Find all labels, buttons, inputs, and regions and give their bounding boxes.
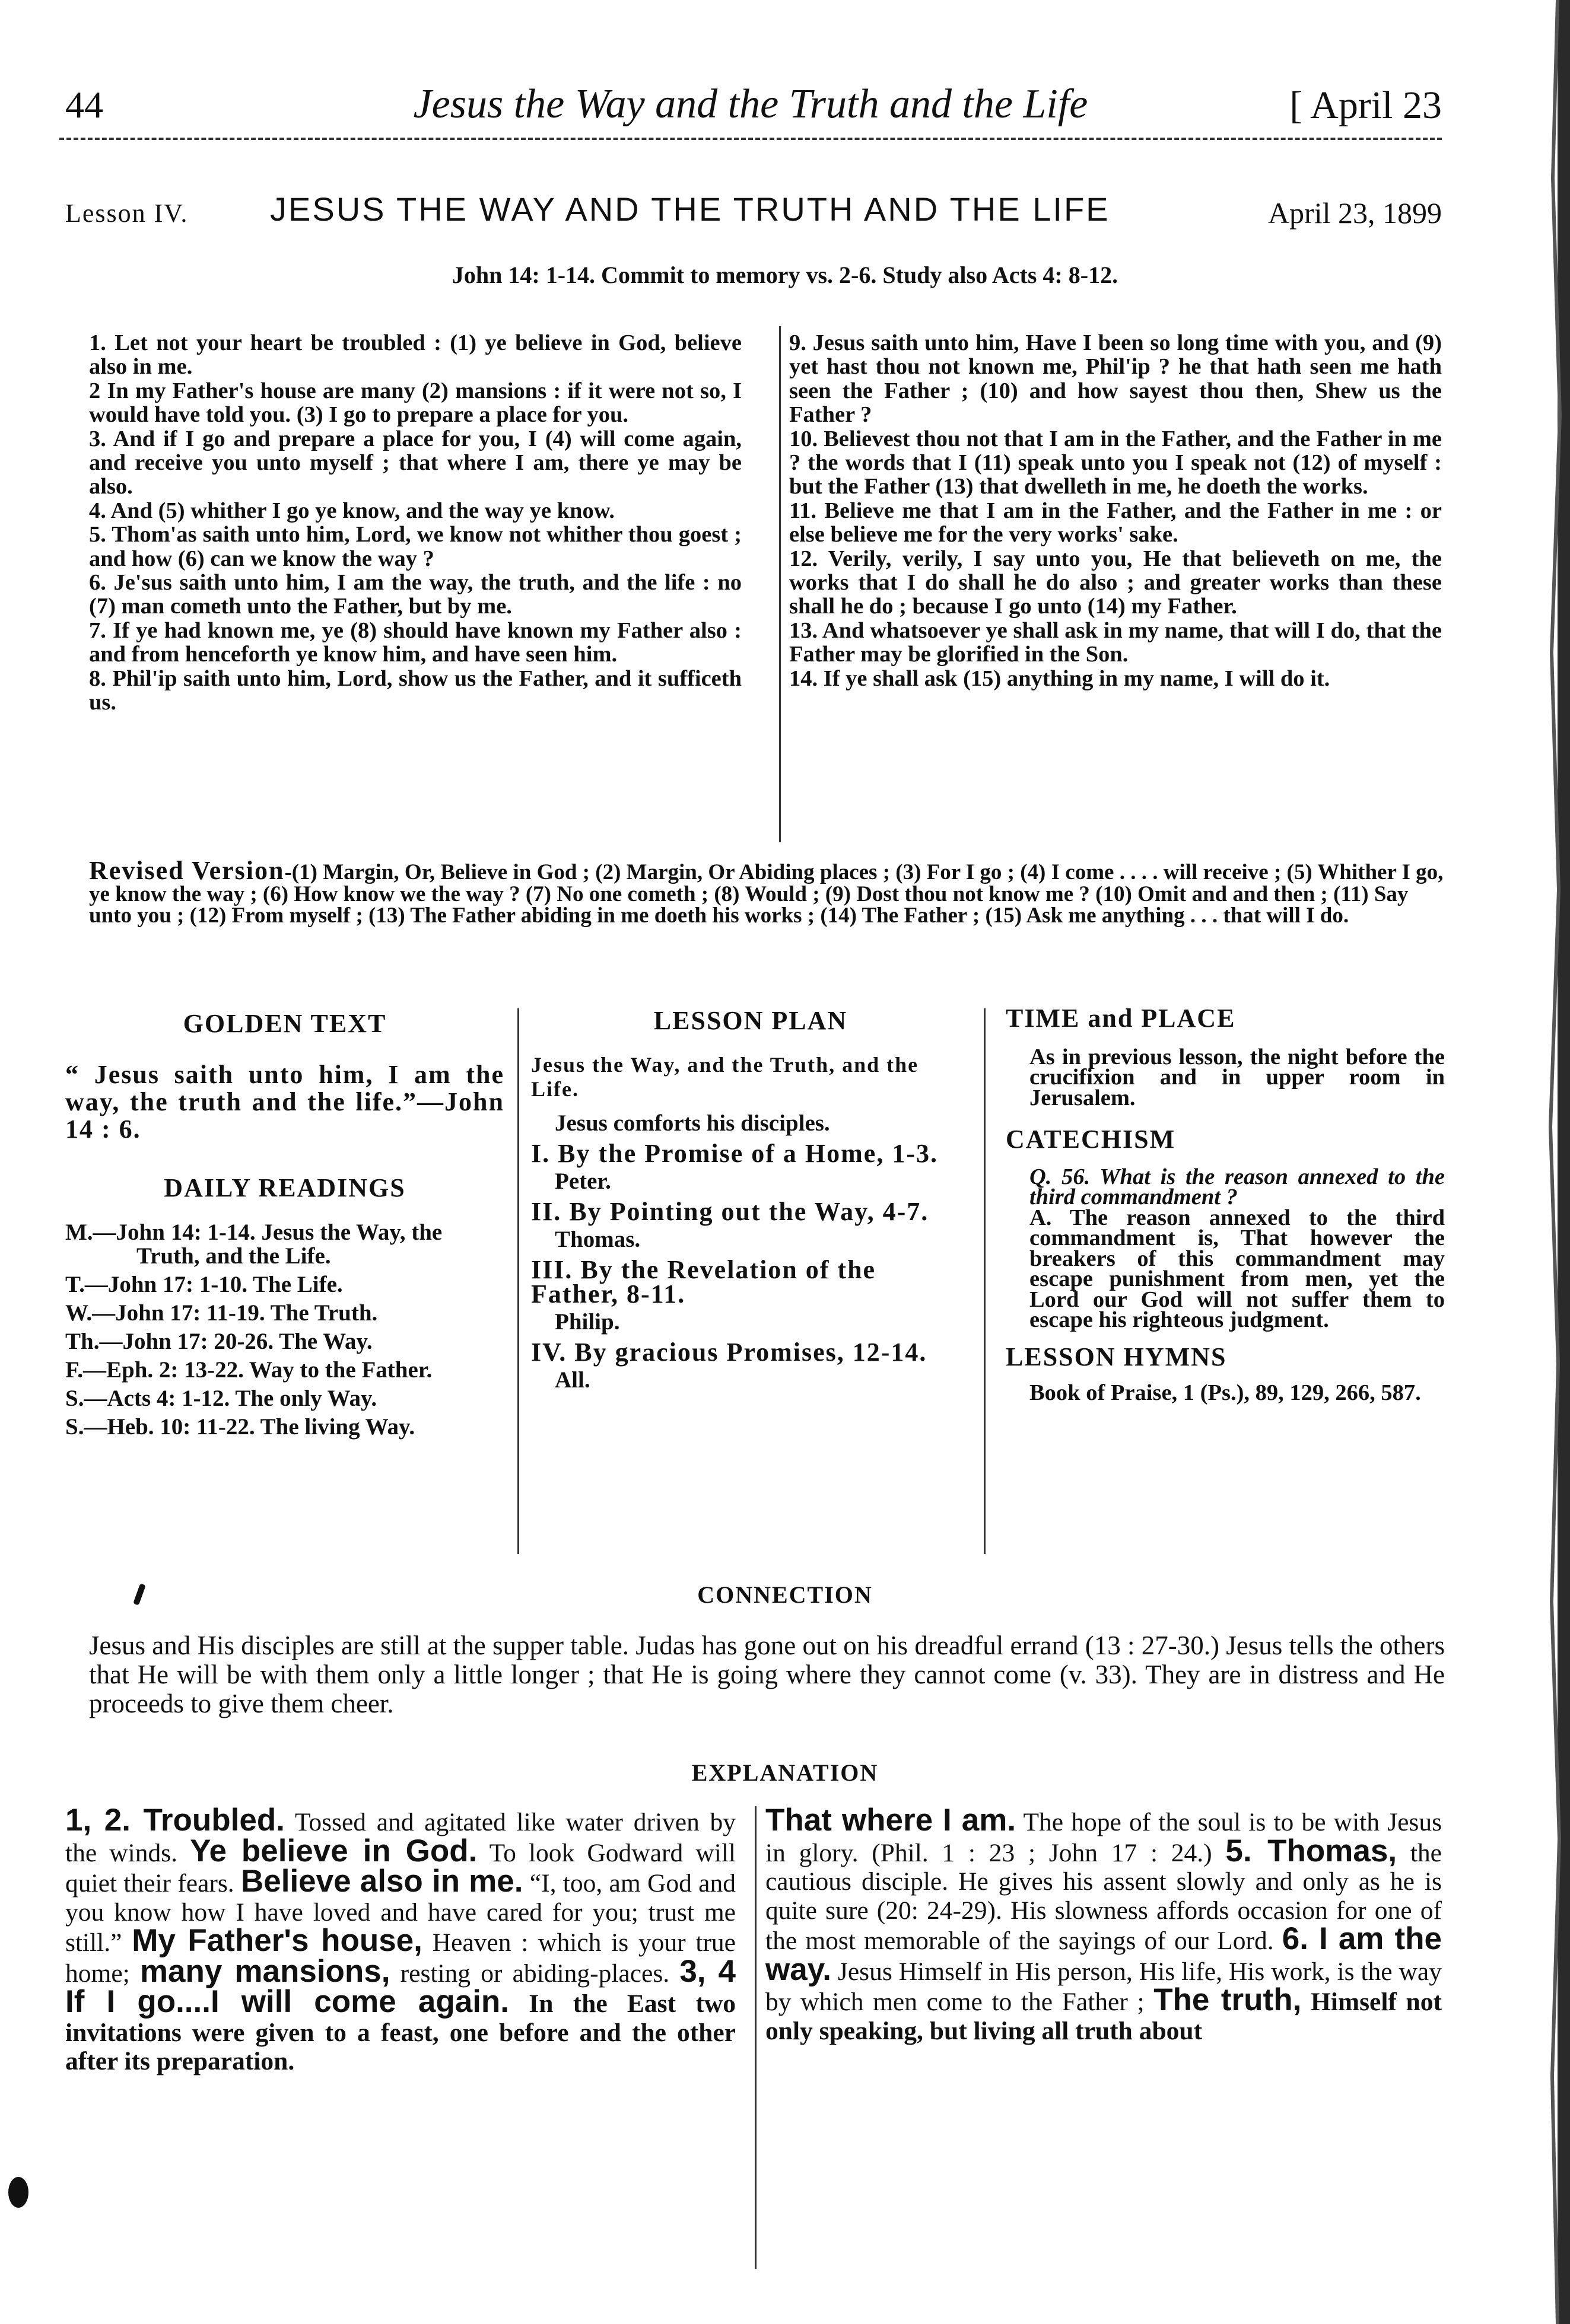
explanation-text: To look Godward will quiet their fears. [65, 1838, 736, 1898]
explanation-keyword: That where I am. [765, 1803, 1016, 1838]
revised-version-text: -(1) Margin, Or, Believe in God ; (2) Margin, Or Abiding places ; (3) For I go ; (4) I come . . . . will receive ; (5) Whither I go, ye know the way ; (6) How know we the way ? (7) No one cometh ; (8) Would ; (9) Dost thou not know me ? (10) Omit and and then ; (11) Say unto you ; (12) From myself ; (13) The Father abiding in me doeth his works ; (14) The Father ; (15) Ask me anything . . . that will I do. [89, 860, 1444, 928]
daily-reading-item: S.—Heb. 10: 11-22. The living Way. [65, 1414, 415, 1440]
explanation-right-column [765, 1803, 1442, 2045]
revised-version-label: Revised Version [89, 856, 285, 885]
explanation-text: “I, too, am God and you know how I have loved and have cared for you; trust me still.” [65, 1869, 736, 1957]
page-number: 44 [65, 84, 103, 126]
explanation-text: Himself not only speaking, but living all truth about [765, 1988, 1442, 2045]
verse: 9. Jesus saith unto him, Have I been so long time with you, and (9) yet hast thou not known me, Phil'ip ? he that hath seen me hath seen the Father ; (10) and how sayest thou then, Shew us the Father ? [789, 330, 1442, 428]
lesson-date: April 23, 1899 [1267, 196, 1442, 230]
golden-text: “ Jesus saith unto him, I am the way, the truth and the life.”—John 14 : 6. [65, 1060, 504, 1144]
explanation-text: The hope of the soul is to be with Jesus in glory. (Phil. 1 : 23 ; John 17 : 24.) [765, 1808, 1442, 1867]
lesson-plan-part-sub: Philip. [555, 1309, 620, 1335]
daily-reading-item: T.—John 17: 1-10. The Life. [65, 1272, 343, 1297]
lesson-hymns-heading: LESSON HYMNS [1006, 1342, 1227, 1371]
lesson-plan-column [531, 1008, 970, 1398]
lesson-plan-part-title: III. By the Revelation of the Father, 8-11. [531, 1255, 876, 1309]
verse: 8. Phil'ip saith unto him, Lord, show us the Father, and it sufficeth us. [89, 666, 742, 715]
explanation-left-column [65, 1803, 736, 2076]
verse: 14. If ye shall ask (15) anything in my name, I will do it. [789, 666, 1330, 691]
scripture-left-column [89, 331, 742, 715]
verse: 13. And whatsoever ye shall ask in my name, that will I do, that the Father may be glorified in the Son. [789, 617, 1442, 667]
explanation-heading: EXPLANATION [691, 1759, 879, 1786]
explanation-column-divider [755, 1806, 757, 2269]
verse: 7. If ye had known me, ye (8) should have known my Father also : and from henceforth ye know him, and have seen him. [89, 617, 742, 667]
explanation-keyword: 1, 2. Troubled. [65, 1803, 285, 1838]
verse: 4. And (5) whither I go ye know, and the way ye know. [89, 498, 615, 523]
left-info-column [65, 1008, 504, 1444]
ink-blot [8, 2177, 28, 2208]
explanation-text: Jesus Himself in His person, His life, His work, is the way by which men come to the Father ; [765, 1957, 1442, 2016]
catechism-question: Q. 56. What is the reason annexed to the third commandment ? [1029, 1164, 1445, 1209]
lesson-plan-part-title: IV. By gracious Promises, 12-14. [531, 1338, 927, 1367]
verse: 5. Thom'as saith unto him, Lord, we know not whither thou goest ; and how (6) can we know the way ? [89, 522, 742, 571]
lesson-plan-part-sub: All. [555, 1367, 590, 1393]
scripture-right-column [789, 331, 1442, 690]
golden-text-heading: GOLDEN TEXT [183, 1009, 387, 1038]
connection-text: Jesus and His disciples are still at the supper table. Judas has gone out on his dreadful errand (13 : 27-30.) Jesus tells the others that He will be with them only a little longer ; that He is going where they cannot come (v. 33). They are in distress and He proceeds to give them cheer. [89, 1631, 1445, 1718]
lesson-plan-heading: LESSON PLAN [653, 1006, 848, 1035]
explanation-keyword: 5. Thomas, [1225, 1833, 1397, 1868]
lesson-title-line [65, 190, 1442, 243]
explanation-keyword: many mansions, [139, 1953, 390, 1989]
info-divider-2 [984, 1008, 986, 1554]
lesson-plan-part-title: I. By the Promise of a Home, 1-3. [531, 1139, 938, 1168]
daily-readings-list [65, 1221, 504, 1439]
explanation-text: Heaven : which is your true home; [65, 1928, 736, 1988]
lesson-plan-part-sub: Thomas. [555, 1227, 641, 1252]
verse: 12. Verily, verily, I say unto you, He that believeth on me, the works that I do shall he do also ; and greater works than these shall he do ; because I go unto (14) my Father. [789, 546, 1442, 619]
torn-page-edge [1537, 0, 1570, 2324]
verse: 2 In my Father's house are many (2) mansions : if it were not so, I would have told you. (3) I go to prepare a place for you. [89, 378, 742, 428]
right-info-column [1006, 1004, 1445, 1405]
lesson-plan-part-title: II. By Pointing out the Way, 4-7. [531, 1197, 929, 1226]
time-place-heading: TIME and PLACE [1006, 1004, 1236, 1033]
lesson-plan-part-sub: Peter. [555, 1169, 611, 1194]
explanation-text: resting or abiding-places. [390, 1959, 680, 1988]
explanation-keyword: 3, 4 If I go....I will come again. [65, 1953, 736, 2019]
scripture-reference: John 14: 1-14. Commit to memory vs. 2-6. Study also Acts 4: 8-12. [452, 262, 1118, 288]
info-divider-1 [517, 1008, 519, 1554]
lesson-number: Lesson IV. [65, 199, 189, 228]
daily-reading-item: M.—John 14: 1-14. Jesus the Way, the Truth, and the Life. [65, 1220, 443, 1269]
connection-heading: CONNECTION [697, 1581, 873, 1608]
daily-readings-heading: DAILY READINGS [164, 1173, 406, 1202]
running-header [59, 71, 1442, 142]
lesson-plan-intro2: Jesus comforts his disciples. [555, 1110, 830, 1136]
explanation-text: Tossed and agitated like water driven by the winds. [65, 1808, 736, 1867]
lesson-hymns-text: Book of Praise, 1 (Ps.), 89, 129, 266, 587. [1029, 1380, 1421, 1405]
header-rule [59, 138, 1442, 140]
explanation-keyword: The truth, [1153, 1982, 1302, 2017]
running-date: [ April 23 [1289, 84, 1442, 127]
verse: 10. Believest thou not that I am in the Father, and the Father in me ? the words that I (11) speak unto you I speak not (12) of myself : but the Father (13) that dwelleth in me, he doeth the works. [789, 426, 1442, 499]
revised-version-notes [89, 856, 1445, 928]
explanation-keyword: 6. I am the way. [765, 1921, 1442, 1987]
catechism-answer: A. The reason annexed to the third commandment is, That however the breakers of this commandment may escape punishment from men, yet the Lord our God will not suffer them to escape his righteous judgment. [1029, 1205, 1445, 1332]
daily-reading-item: W.—John 17: 11-19. The Truth. [65, 1300, 378, 1326]
explanation-keyword: Believe also in me. [240, 1864, 523, 1899]
scripture-column-divider [779, 326, 781, 842]
lesson-plan-intro: Jesus the Way, and the Truth, and the Life. [531, 1053, 919, 1101]
running-title: Jesus the Way and the Truth and the Life [413, 81, 1088, 127]
explanation-keyword: My Father's house, [132, 1923, 422, 1958]
verse: 3. And if I go and prepare a place for you, I (4) will come again, and receive you unto myself ; that where I am, there ye may be also. [89, 426, 742, 499]
explanation-text: In the East two invitations were given to a feast, one before and the other after its preparation. [65, 1989, 736, 2075]
verse: 6. Je'sus saith unto him, I am the way, the truth, and the life : no (7) man cometh unto the Father, but by me. [89, 570, 742, 619]
daily-reading-item: Th.—John 17: 20-26. The Way. [65, 1329, 373, 1354]
explanation-text: the cautious disciple. He gives his assent slowly and only as he is quite sure (20: 24-29). His slowness affords occasion for one of the most memorable of the sayings of our Lord. [765, 1838, 1442, 1955]
verse: 11. Believe me that I am in the Father, and the Father in me : or else believe me for the very works' sake. [789, 498, 1442, 547]
explanation-keyword: Ye believe in God. [190, 1833, 478, 1868]
catechism-heading: CATECHISM [1006, 1125, 1176, 1154]
time-place-text: As in previous lesson, the night before the crucifixion and in upper room in Jerusalem. [1029, 1044, 1445, 1110]
verse: 1. Let not your heart be troubled : (1) ye believe in God, believe also in me. [89, 330, 742, 380]
daily-reading-item: S.—Acts 4: 1-12. The only Way. [65, 1386, 377, 1411]
daily-reading-item: F.—Eph. 2: 13-22. Way to the Father. [65, 1357, 433, 1383]
lesson-title: JESUS THE WAY AND THE TRUTH AND THE LIFE [270, 190, 1110, 228]
